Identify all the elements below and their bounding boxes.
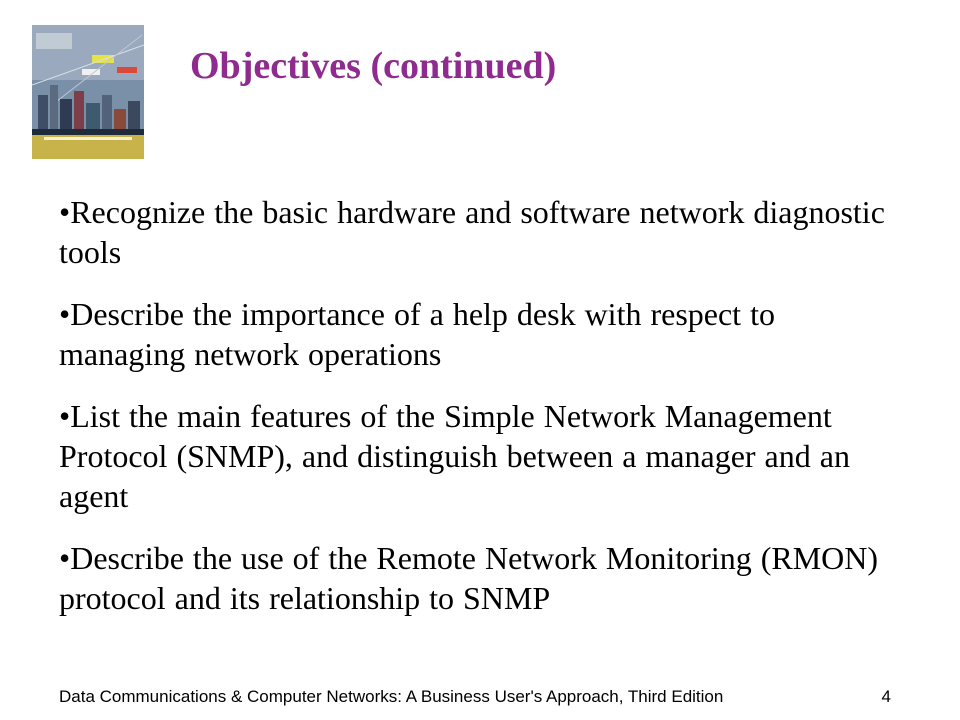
objectives-list (59, 192, 889, 618)
bullet-item: •List the main features of the Simple Network Management Protocol (SNMP), and distinguish between a manager and an agent (59, 398, 850, 514)
footer-text: Data Communications & Computer Networks: A Business User's Approach, Third Edition (59, 687, 724, 706)
page-number: 4 (881, 687, 891, 706)
slide-title: Objectives (continued) (190, 45, 557, 87)
bullet-item: •Describe the importance of a help desk with respect to managing network operations (59, 296, 775, 372)
bullet-item: •Recognize the basic hardware and software network diagnostic tools (59, 194, 885, 270)
bullet-item: •Describe the use of the Remote Network Monitoring (RMON) protocol and its relationship to SNMP (59, 540, 879, 616)
book-cover-image (32, 25, 144, 159)
